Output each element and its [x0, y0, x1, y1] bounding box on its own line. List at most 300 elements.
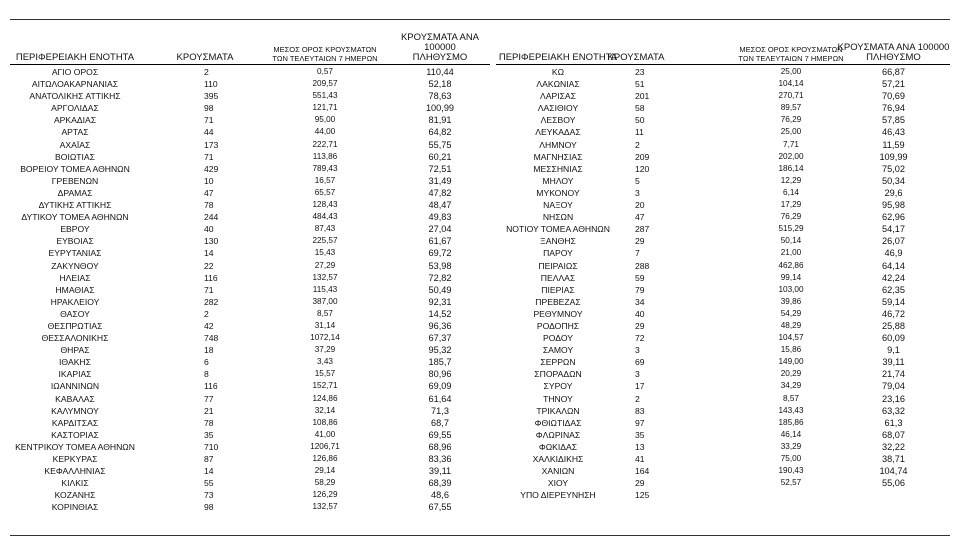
cell-cases: 125	[635, 490, 650, 501]
cell-region: ΝΗΣΩΝ	[542, 212, 574, 223]
cell-cases: 710	[204, 441, 219, 452]
cell-cases: 51	[635, 79, 645, 90]
left-table-header	[10, 32, 490, 65]
cell-avg: 1072,14	[310, 333, 340, 343]
cell-cases: 29	[635, 478, 645, 489]
table-row	[496, 308, 950, 320]
cell-avg: 132,57	[312, 502, 338, 512]
cell-region: ΚΟΖΑΝΗΣ	[54, 490, 96, 501]
cell-region: ΔΥΤΙΚΟΥ ΤΟΜΕΑ ΑΘΗΝΩΝ	[21, 212, 129, 223]
table-row	[496, 102, 950, 114]
cell-avg: 95,00	[314, 115, 336, 125]
cell-per-100k: 60,21	[428, 151, 452, 162]
table-row	[496, 272, 950, 284]
cell-avg: 15,57	[314, 369, 336, 379]
cell-cases: 73	[204, 490, 214, 501]
table-row	[496, 163, 950, 175]
cell-per-100k: 42,24	[882, 272, 905, 283]
cell-avg: 132,57	[312, 272, 338, 282]
table-row	[10, 320, 490, 332]
cell-region: ΓΡΕΒΕΝΩΝ	[51, 175, 99, 186]
cell-region: ΛΕΣΒΟΥ	[540, 115, 576, 126]
cell-cases: 120	[635, 163, 650, 174]
table-row	[10, 90, 490, 102]
cell-avg: 484,43	[312, 212, 338, 222]
table-row	[496, 356, 950, 368]
cell-cases: 2	[635, 393, 640, 404]
header-avg-line2: ΤΩΝ ΤΕΛΕΥΤΑΙΩΝ 7 ΗΜΕΡΩΝ	[272, 54, 378, 63]
table-row	[10, 417, 490, 429]
cell-cases: 209	[635, 151, 650, 162]
cell-avg: 33,29	[780, 441, 802, 451]
cell-cases: 71	[204, 151, 214, 162]
cell-cases: 78	[204, 200, 214, 211]
cell-region: ΛΑΚΩΝΙΑΣ	[536, 79, 580, 90]
cell-per-100k: 46,72	[882, 308, 905, 319]
cell-cases: 201	[635, 91, 650, 102]
cell-per-100k: 95,32	[428, 345, 452, 356]
cell-per-100k: 14,52	[428, 308, 452, 319]
cell-per-100k: 83,36	[428, 454, 452, 464]
table-row	[496, 417, 950, 429]
cell-per-100k: 70,69	[882, 91, 905, 102]
cell-per-100k: 38,71	[882, 454, 905, 464]
cell-region: ΔΡΑΜΑΣ	[57, 187, 93, 198]
table-row	[496, 235, 950, 247]
cell-avg: 202,00	[778, 151, 804, 161]
cell-avg: 209,57	[312, 79, 338, 89]
cell-avg: 15,43	[314, 248, 336, 258]
header-cases: ΚΡΟΥΣΜΑΤΑ	[176, 52, 234, 63]
cell-avg: 149,00	[778, 357, 804, 367]
cell-per-100k: 81,91	[428, 115, 452, 126]
table-row	[10, 453, 490, 465]
cell-per-100k: 78,63	[428, 91, 452, 102]
table-row	[496, 211, 950, 223]
table-row	[10, 477, 490, 489]
cell-cases: 164	[635, 466, 650, 477]
cell-avg: 143,43	[778, 405, 804, 415]
table-row	[496, 151, 950, 163]
cell-region: ΖΑΚΥΝΘΟΥ	[51, 260, 99, 271]
cell-avg: 87,43	[314, 224, 336, 234]
cell-region: ΦΩΚΙΔΑΣ	[538, 441, 578, 452]
table-row	[496, 66, 950, 78]
cell-avg: 0,57	[317, 67, 333, 76]
cell-per-100k: 39,11	[882, 357, 905, 368]
cell-avg: 121,71	[312, 103, 338, 113]
cell-avg: 65,57	[314, 187, 336, 197]
cell-region: ΝΑΞΟΥ	[543, 200, 573, 211]
cell-per-100k: 57,85	[882, 115, 905, 126]
cell-cases: 748	[204, 333, 219, 344]
header-per-line2: ΠΛΗΘΥΣΜΟ	[866, 52, 921, 63]
left-table	[10, 32, 490, 513]
table-row	[10, 332, 490, 344]
cell-avg: 31,14	[314, 320, 336, 330]
table-row	[10, 102, 490, 114]
table-row	[496, 126, 950, 138]
table-row	[496, 429, 950, 441]
cell-avg: 29,14	[314, 466, 336, 476]
table-row	[10, 211, 490, 223]
cell-per-100k: 50,34	[882, 175, 905, 186]
cell-per-100k: 55,75	[428, 139, 452, 150]
table-row	[10, 272, 490, 284]
header-per-100k	[385, 33, 495, 63]
table-row	[10, 126, 490, 138]
table-row	[496, 320, 950, 332]
table-row	[10, 139, 490, 151]
cell-region: ΕΥΡΥΤΑΝΙΑΣ	[48, 248, 102, 259]
table-row	[10, 344, 490, 356]
cell-avg: 222,71	[312, 139, 338, 149]
table-row	[10, 114, 490, 126]
cell-cases: 29	[635, 320, 645, 331]
cell-region: ΚΑΒΑΛΑΣ	[55, 393, 95, 404]
cell-cases: 55	[204, 478, 214, 489]
cell-per-100k: 27,04	[428, 224, 452, 235]
table-row	[496, 260, 950, 272]
cell-cases: 59	[635, 272, 645, 283]
table-row	[10, 501, 490, 513]
cell-per-100k: 62,96	[882, 212, 905, 223]
cell-per-100k: 109,99	[879, 151, 908, 162]
cell-avg: 46,14	[780, 429, 802, 439]
cell-region: ΣΥΡΟΥ	[543, 381, 573, 392]
cell-avg: 186,14	[778, 163, 804, 173]
table-row	[10, 441, 490, 453]
cell-avg: 789,43	[312, 163, 338, 173]
cell-cases: 3	[635, 369, 640, 380]
cell-cases: 130	[204, 236, 219, 247]
cell-cases: 77	[204, 393, 214, 404]
table-row	[496, 477, 950, 489]
table-row	[10, 260, 490, 272]
table-row	[496, 114, 950, 126]
cell-per-100k: 62,35	[882, 284, 905, 295]
cell-region: ΚΕΦΑΛΛΗΝΙΑΣ	[44, 466, 106, 477]
cell-cases: 116	[204, 272, 218, 283]
cell-avg: 99,14	[780, 272, 802, 282]
cell-cases: 282	[204, 296, 219, 307]
cell-per-100k: 49,83	[428, 212, 452, 223]
cell-per-100k: 55,06	[882, 478, 905, 489]
header-avg-line1: ΜΕΣΟΣ ΟΡΟΣ ΚΡΟΥΣΜΑΤΩΝ	[739, 45, 843, 54]
header-region: ΠΕΡΙΦΕΡΕΙΑΚΗ ΕΝΟΤΗΤΑ	[498, 52, 618, 63]
cell-per-100k: 68,7	[431, 417, 449, 428]
table-row	[496, 344, 950, 356]
cell-avg: 76,29	[780, 212, 802, 222]
cell-avg: 15,86	[780, 345, 802, 355]
cell-avg: 126,29	[312, 490, 338, 500]
cell-per-100k: 69,72	[428, 248, 452, 259]
cell-per-100k: 69,09	[428, 381, 452, 392]
header-avg	[260, 45, 390, 63]
header-region: ΠΕΡΙΦΕΡΕΙΑΚΗ ΕΝΟΤΗΤΑ	[15, 52, 135, 63]
cell-per-100k: 32,22	[882, 441, 905, 452]
cell-avg: 152,71	[312, 381, 338, 391]
cell-region: ΕΥΒΟΙΑΣ	[56, 236, 94, 247]
cell-per-100k: 67,37	[428, 333, 452, 344]
cell-avg: 8,57	[317, 308, 333, 318]
cell-avg: 16,57	[314, 175, 336, 185]
cell-per-100k: 80,96	[428, 369, 452, 380]
cell-avg: 387,00	[312, 296, 338, 306]
cell-region: ΘΗΡΑΣ	[60, 345, 90, 356]
header-per-line2: ΠΛΗΘΥΣΜΟ	[412, 52, 468, 63]
cell-per-100k: 29,6	[884, 187, 903, 198]
table-row	[496, 441, 950, 453]
cell-per-100k: 23,16	[882, 393, 905, 404]
cell-avg: 20,29	[780, 369, 802, 379]
cell-avg: 126,86	[312, 454, 338, 463]
cell-avg: 108,86	[312, 417, 338, 427]
table-row	[496, 465, 950, 477]
cell-region: ΒΟΙΩΤΙΑΣ	[55, 151, 95, 162]
cell-avg: 462,86	[778, 260, 804, 270]
cell-cases: 87	[204, 454, 214, 464]
cell-avg: 25,00	[780, 127, 802, 137]
cell-per-100k: 25,88	[882, 320, 905, 331]
cell-region: ΠΑΡΟΥ	[543, 248, 573, 259]
cell-cases: 71	[204, 284, 214, 295]
cell-region: ΑΝΑΤΟΛΙΚΗΣ ΑΤΤΙΚΗΣ	[29, 91, 121, 102]
right-table	[496, 37, 950, 501]
cell-per-100k: 47,82	[428, 187, 452, 198]
cell-avg: 3,43	[317, 357, 333, 367]
cell-cases: 244	[204, 212, 219, 223]
table-row	[496, 187, 950, 199]
table-row	[10, 235, 490, 247]
cell-region: ΑΡΤΑΣ	[61, 127, 89, 138]
cell-cases: 11	[635, 127, 644, 138]
cell-cases: 50	[635, 115, 645, 126]
cell-per-100k: 26,07	[882, 236, 905, 247]
cell-region: ΜΕΣΣΗΝΙΑΣ	[533, 163, 583, 174]
cell-avg: 48,29	[780, 320, 802, 330]
cell-region: ΞΑΝΘΗΣ	[540, 236, 576, 247]
cell-cases: 71	[204, 115, 214, 126]
cell-region: ΙΩΑΝΝΙΝΩΝ	[50, 381, 100, 392]
table-row	[10, 199, 490, 211]
right-table-body	[496, 66, 950, 501]
cell-cases: 8	[204, 369, 209, 380]
cell-region: ΡΕΘΥΜΝΟΥ	[533, 308, 583, 319]
table-row	[496, 90, 950, 102]
cell-cases: 14	[204, 248, 214, 259]
cell-cases: 2	[204, 308, 209, 319]
cell-per-100k: 96,36	[428, 320, 452, 331]
cell-region: ΚΕΡΚΥΡΑΣ	[52, 454, 98, 464]
cell-avg: 225,57	[312, 236, 338, 246]
cell-region: ΛΑΣΙΘΙΟΥ	[537, 103, 579, 114]
cell-cases: 6	[204, 357, 209, 368]
cell-avg: 44,00	[314, 127, 336, 137]
cell-avg: 39,86	[780, 296, 802, 306]
cell-per-100k: 11,59	[882, 139, 905, 150]
cell-avg: 7,71	[783, 139, 799, 149]
cell-region: ΜΗΛΟΥ	[542, 175, 574, 186]
cell-per-100k: 52,18	[428, 79, 452, 90]
cell-per-100k: 39,11	[428, 466, 452, 477]
cell-cases: 47	[635, 212, 645, 223]
cell-cases: 42	[204, 320, 214, 331]
cell-region: ΛΗΜΝΟΥ	[539, 139, 577, 150]
table-row	[10, 296, 490, 308]
table-row	[496, 368, 950, 380]
cell-per-100k: 68,96	[428, 441, 452, 452]
cell-cases: 69	[635, 357, 645, 368]
cell-avg: 50,14	[780, 236, 802, 246]
cell-cases: 98	[204, 103, 214, 114]
cell-region: ΚΩ	[551, 67, 565, 77]
cell-per-100k: 50,49	[428, 284, 452, 295]
cell-region: ΑΧΑΪΑΣ	[59, 139, 91, 150]
cell-region: ΛΑΡΙΣΑΣ	[540, 91, 576, 102]
cell-cases: 429	[204, 163, 219, 174]
bottom-rule	[10, 535, 950, 536]
cell-cases: 35	[204, 429, 214, 440]
cell-avg: 6,14	[783, 187, 799, 197]
table-row	[496, 78, 950, 90]
cell-cases: 58	[635, 103, 645, 114]
table-row	[496, 332, 950, 344]
cell-region: ΗΛΕΙΑΣ	[59, 272, 91, 283]
cell-cases: 13	[635, 441, 645, 452]
cell-per-100k: 75,02	[882, 163, 905, 174]
cell-region: ΤΡΙΚΑΛΩΝ	[536, 405, 580, 416]
cell-per-100k: 46,9	[884, 248, 903, 259]
cell-region: ΝΟΤΙΟΥ ΤΟΜΕΑ ΑΘΗΝΩΝ	[506, 224, 610, 235]
header-cases: ΚΡΟΥΣΜΑΤΑ	[607, 52, 665, 63]
cell-per-100k: 31,49	[428, 175, 452, 186]
table-row	[10, 163, 490, 175]
table-row	[496, 175, 950, 187]
cell-avg: 17,29	[780, 200, 802, 210]
cell-per-100k: 21,74	[882, 369, 905, 380]
cell-region: ΠΙΕΡΙΑΣ	[541, 284, 575, 295]
table-row	[496, 223, 950, 235]
table-row	[10, 393, 490, 405]
cell-per-100k: 67,55	[428, 502, 452, 513]
table-row	[496, 199, 950, 211]
cell-avg: 34,29	[780, 381, 802, 391]
table-row	[10, 187, 490, 199]
cell-avg: 270,71	[778, 91, 804, 101]
cell-per-100k: 110,44	[426, 67, 454, 77]
cell-per-100k: 95,98	[882, 200, 905, 211]
table-row	[496, 380, 950, 392]
table-row	[10, 151, 490, 163]
left-table-body	[10, 66, 490, 513]
cell-cases: 287	[635, 224, 650, 235]
cell-per-100k: 69,55	[428, 429, 452, 440]
cell-avg: 12,29	[780, 175, 802, 185]
cell-cases: 35	[635, 429, 645, 440]
cell-cases: 21	[204, 405, 214, 416]
table-row	[10, 223, 490, 235]
cell-cases: 72	[635, 333, 645, 344]
cell-region: ΠΕΙΡΑΙΩΣ	[538, 260, 578, 271]
cell-avg: 54,29	[780, 308, 802, 318]
header-avg-line1: ΜΕΣΟΣ ΟΡΟΣ ΚΡΟΥΣΜΑΤΩΝ	[273, 45, 377, 54]
header-per-line1: ΚΡΟΥΣΜΑΤΑ ΑΝΑ 100000	[837, 42, 950, 53]
cell-cases: 2	[635, 139, 640, 150]
table-row	[10, 356, 490, 368]
cell-per-100k: 72,82	[428, 272, 452, 283]
cell-avg: 103,00	[778, 284, 804, 294]
cell-per-100k: 61,67	[428, 236, 452, 247]
table-row	[496, 489, 950, 501]
cell-cases: 34	[635, 296, 645, 307]
right-table-header	[496, 37, 950, 65]
cell-avg: 76,29	[780, 115, 802, 125]
cell-avg: 8,57	[783, 393, 799, 403]
cell-avg: 89,57	[780, 103, 802, 113]
cell-region: ΚΑΣΤΟΡΙΑΣ	[51, 429, 99, 440]
cell-avg: 27,29	[314, 260, 336, 270]
cell-per-100k: 185,7	[428, 357, 452, 368]
table-row	[10, 380, 490, 392]
cell-avg: 104,14	[778, 79, 804, 89]
cell-region: ΦΘΙΩΤΙΔΑΣ	[534, 417, 582, 428]
cell-region: ΣΕΡΡΩΝ	[540, 357, 576, 368]
cell-region: ΚΑΛΥΜΝΟΥ	[51, 405, 99, 416]
table-row	[10, 405, 490, 417]
cell-cases: 20	[635, 200, 645, 211]
cell-cases: 3	[635, 187, 640, 198]
cell-avg: 190,43	[778, 466, 804, 476]
cell-per-100k: 66,87	[882, 67, 905, 77]
cell-region: ΗΡΑΚΛΕΙΟΥ	[50, 296, 100, 307]
cell-region: ΠΡΕΒΕΖΑΣ	[535, 296, 581, 307]
cell-region: ΘΕΣΣΑΛΟΝΙΚΗΣ	[41, 333, 109, 344]
cell-cases: 22	[204, 260, 214, 271]
table-row	[10, 368, 490, 380]
cell-cases: 29	[635, 236, 645, 247]
cell-per-100k: 9,1	[887, 345, 900, 356]
cell-avg: 113,86	[312, 151, 338, 161]
cell-cases: 23	[635, 67, 645, 77]
cell-cases: 18	[204, 345, 214, 356]
cell-avg: 551,43	[312, 91, 338, 101]
table-row	[10, 175, 490, 187]
cell-region: ΙΘΑΚΗΣ	[59, 357, 91, 368]
top-rule	[10, 19, 950, 20]
table-row	[496, 453, 950, 465]
cell-cases: 173	[204, 139, 219, 150]
cell-avg: 104,57	[778, 333, 804, 343]
cell-per-100k: 53,98	[428, 260, 452, 271]
cell-cases: 79	[635, 284, 645, 295]
cell-region: ΠΕΛΛΑΣ	[540, 272, 576, 283]
cell-cases: 47	[204, 187, 214, 198]
cell-avg: 115,43	[312, 284, 338, 294]
cell-region: ΧΑΝΙΩΝ	[541, 466, 575, 477]
cell-per-100k: 71,3	[431, 405, 449, 416]
cell-cases: 7	[635, 248, 640, 259]
cell-per-100k: 57,21	[882, 79, 905, 90]
cell-cases: 41	[635, 454, 645, 464]
cell-region: ΘΑΣΟΥ	[60, 308, 90, 319]
table-row	[10, 247, 490, 259]
cell-per-100k: 92,31	[428, 296, 452, 307]
cell-avg: 185,86	[778, 417, 804, 427]
table-row	[496, 247, 950, 259]
table-row	[496, 296, 950, 308]
cell-region: ΣΠΟΡΑΔΩΝ	[534, 369, 582, 380]
